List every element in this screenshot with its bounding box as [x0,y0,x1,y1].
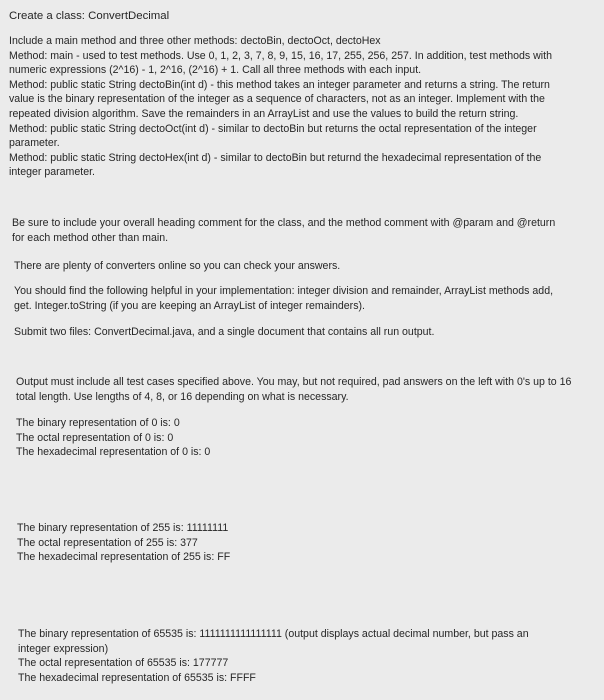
intro-line: Method: public static String dectoHex(int d) - similar to dectoBin but returnd the hexadecimal representation of the [9,151,542,164]
intro-line: Method: public static String dectoBin(int d) - this method takes an integer parameter and returns a string. The return [9,78,550,91]
sample-output-65535 [18,627,602,685]
intro-line: parameter. [9,137,60,150]
output-intro-line: total length. Use lengths of 4, 8, or 16 depending on what is necessary. [16,390,349,403]
sample-line: The binary representation of 255 is: 11111111 [17,522,229,534]
converters-line: There are plenty of converters online so you can check your answers. [14,260,341,272]
sample-line: The hexadecimal representation of 65535 is: FFFF [18,671,256,684]
helpful-line: You should find the following helpful in your implementation: integer division and remainder, ArrayList methods add, [14,285,554,297]
sample-output-0 [16,416,600,460]
helpful-section [14,284,599,313]
intro-line: Include a main method and three other methods: dectoBin, dectoOct, dectoHex [9,35,381,47]
intro-section [9,34,594,180]
sample-line: The octal representation of 255 is: 377 [17,536,198,549]
output-intro-line: Output must include all test cases specified above. You may, but not required, pad answers on the left with 0's up to 16 [16,376,572,388]
submit-section [14,325,599,340]
converters-section [14,259,599,274]
heading-comment-section [12,216,597,245]
page-title: Create a class: ConvertDecimal [9,10,170,22]
heading-line: Be sure to include your overall heading comment for the class, and the method comment with @param and @return [12,217,556,229]
sample-line: The hexadecimal representation of 255 is: FF [17,551,231,564]
sample-output-255 [17,521,601,565]
intro-line: numeric expressions (2^16) - 1, 2^16, (2^16) + 1. Call all three methods with each input. [9,64,422,77]
sample-line: The octal representation of 0 is: 0 [16,431,174,444]
sample-line: The hexadecimal representation of 0 is: 0 [16,446,211,459]
helpful-line: get. Integer.toString (if you are keeping an ArrayList of integer remainders). [14,299,365,312]
heading-line: for each method other than main. [12,231,169,244]
intro-line: repeated division algorithm. Save the remainders in an ArrayList and use the values to build the return string. [9,107,519,120]
output-requirements [16,375,600,404]
sample-line: The octal representation of 65535 is: 177777 [18,657,229,670]
intro-line: Method: main - used to test methods. Use 0, 1, 2, 3, 7, 8, 9, 15, 16, 17, 255, 256, 257. In addition, test methods with [9,49,552,62]
intro-line: value is the binary representation of the integer as a sequence of characters, not as an integer. Implement with the [9,93,545,106]
intro-line: integer parameter. [9,166,95,179]
sample-line: The binary representation of 0 is: 0 [16,417,180,429]
sample-line: integer expression) [18,642,109,655]
intro-line: Method: public static String dectoOct(int d) - similar to dectoBin but returns the octal representation of the integer [9,122,537,135]
submit-line: Submit two files: ConvertDecimal.java, and a single document that contains all run output. [14,326,435,338]
sample-line: The binary representation of 65535 is: 1111111111111111 (output displays actual decimal number, but pass an [18,628,529,640]
